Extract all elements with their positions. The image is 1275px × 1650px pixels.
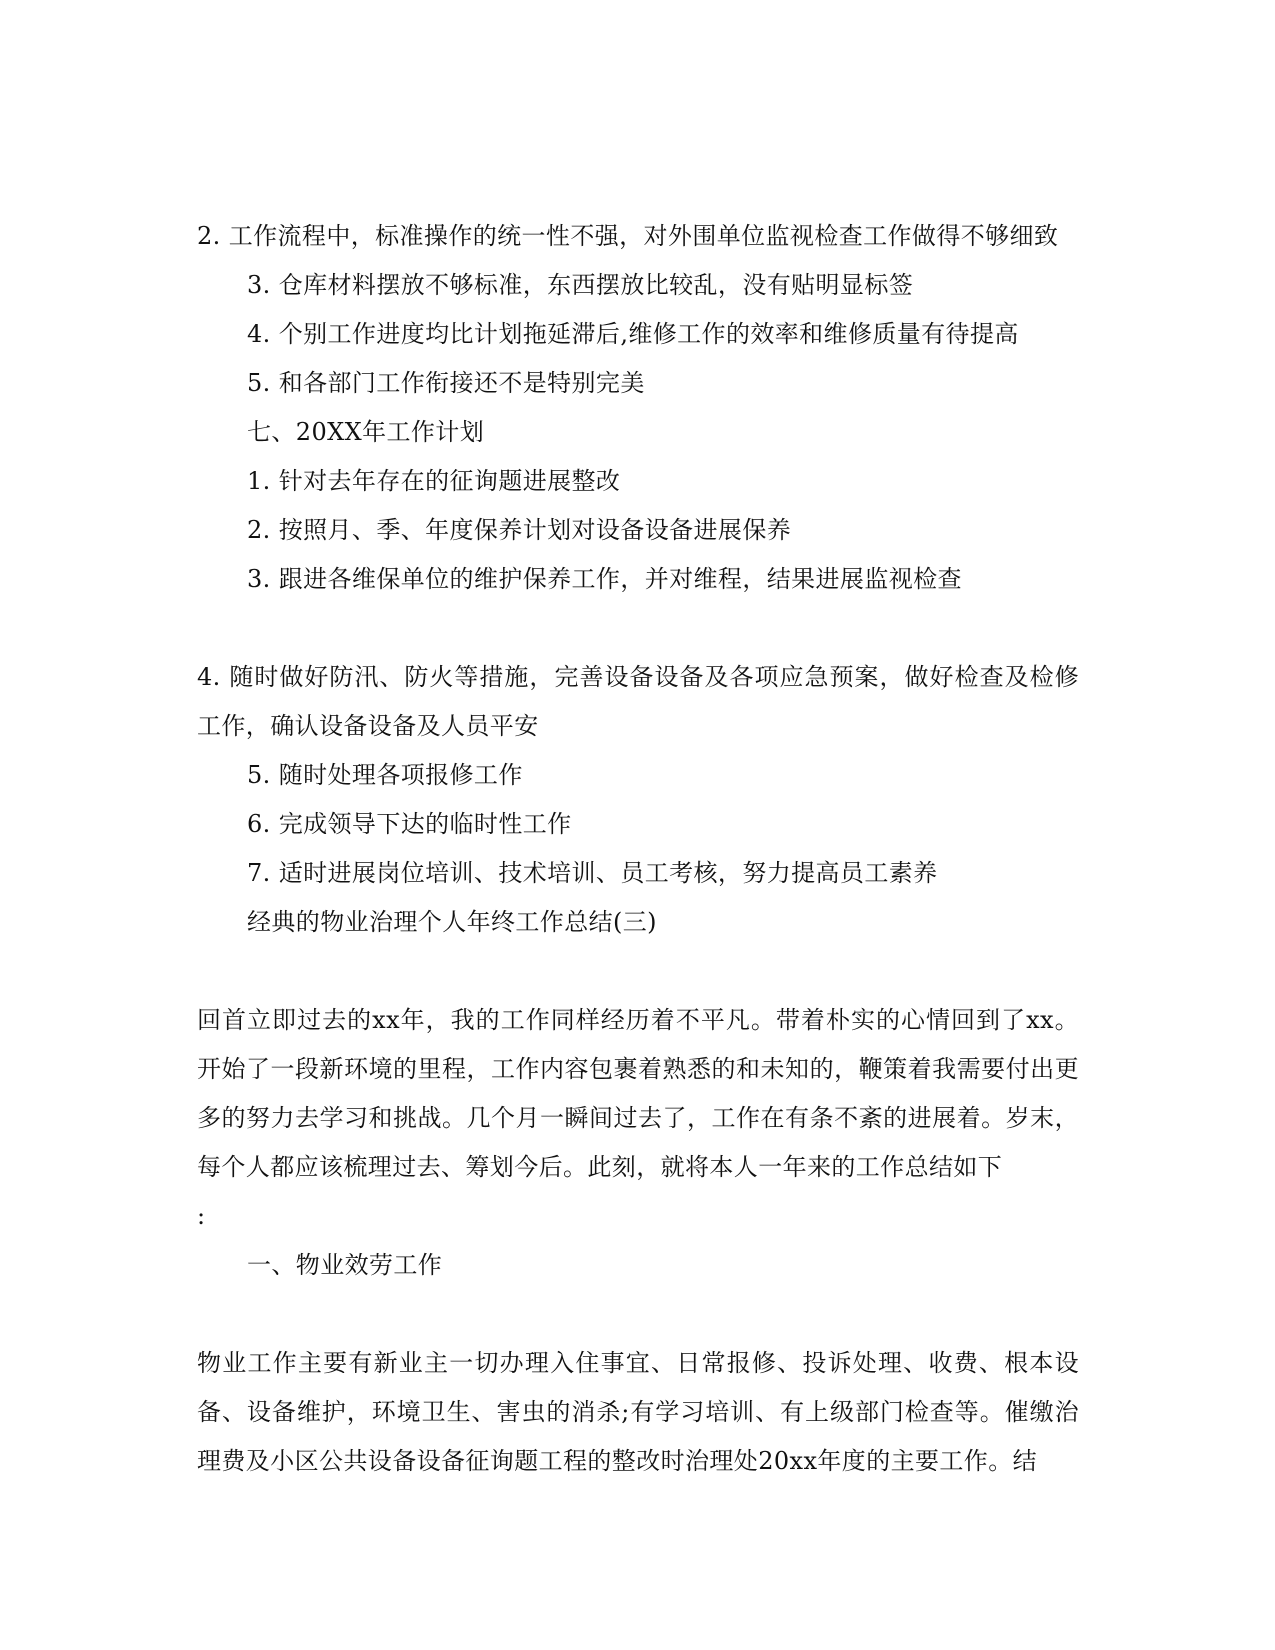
spacer bbox=[197, 604, 1079, 653]
list-item-flow-standard: 2. 工作流程中，标准操作的统一性不强，对外围单位监视检查工作做得不够细致 bbox=[197, 222, 1059, 250]
list-item-rectify: 1. 针对去年存在的征询题进展整改 bbox=[247, 467, 621, 495]
list-item-temporary-work: 6. 完成领导下达的临时性工作 bbox=[247, 810, 572, 838]
list-item-training: 7. 适时进展岗位培训、技术培训、员工考核，努力提高员工素养 bbox=[247, 859, 938, 887]
list-item-departments: 5. 和各部门工作衔接还不是特别完美 bbox=[247, 369, 645, 397]
section-heading-property-service: 一、物业效劳工作 bbox=[247, 1251, 443, 1279]
list-item-progress: 4. 个别工作进度均比计划拖延滞后,维修工作的效率和维修质量有待提高 bbox=[247, 320, 1019, 348]
list-item-flood-fire: 4. 随时做好防汛、防火等措施，完善设备设备及各项应急预案，做好检查及检修工作，确认设备设备及人员平安 bbox=[197, 663, 1079, 740]
list-item-warehouse: 3. 仓库材料摆放不够标准，东西摆放比较乱，没有贴明显标签 bbox=[247, 271, 914, 299]
list-item-repairs: 5. 随时处理各项报修工作 bbox=[247, 761, 523, 789]
intro-paragraph: 回首立即过去的xx年，我的工作同样经历着不平凡。带着朴实的心情回到了xx。开始了一段新环境的里程，工作内容包裹着熟悉的和未知的，鞭策着我需要付出更多的努力去学习和挑战。几个月一瞬间过去了，工作在有条不紊的进展着。岁末，每个人都应该梳理过去、筹划今后。此刻，就将本人一年来的工作总结如下 bbox=[197, 1006, 1079, 1181]
section-heading-plan: 七、20XX年工作计划 bbox=[247, 418, 485, 446]
spacer bbox=[197, 1290, 1079, 1339]
work-paragraph: 物业工作主要有新业主一切办理入住事宜、日常报修、投诉处理、收费、根本设备、设备维护，环境卫生、害虫的消杀;有学习培训、有上级部门检查等。催缴治理费及小区公共设备设备征询题工程的整改时治理处20xx年度的主要工作。结 bbox=[197, 1349, 1079, 1475]
list-item-supervise: 3. 跟进各维保单位的维护保养工作，并对维程，结果进展监视检查 bbox=[247, 565, 962, 593]
list-item-maintenance-plan: 2. 按照月、季、年度保养计划对设备设备进展保养 bbox=[247, 516, 792, 544]
spacer bbox=[197, 947, 1079, 996]
article-title: 经典的物业治理个人年终工作总结(三) bbox=[247, 908, 657, 936]
intro-colon: : bbox=[197, 1202, 206, 1230]
document-body bbox=[197, 212, 1079, 1486]
